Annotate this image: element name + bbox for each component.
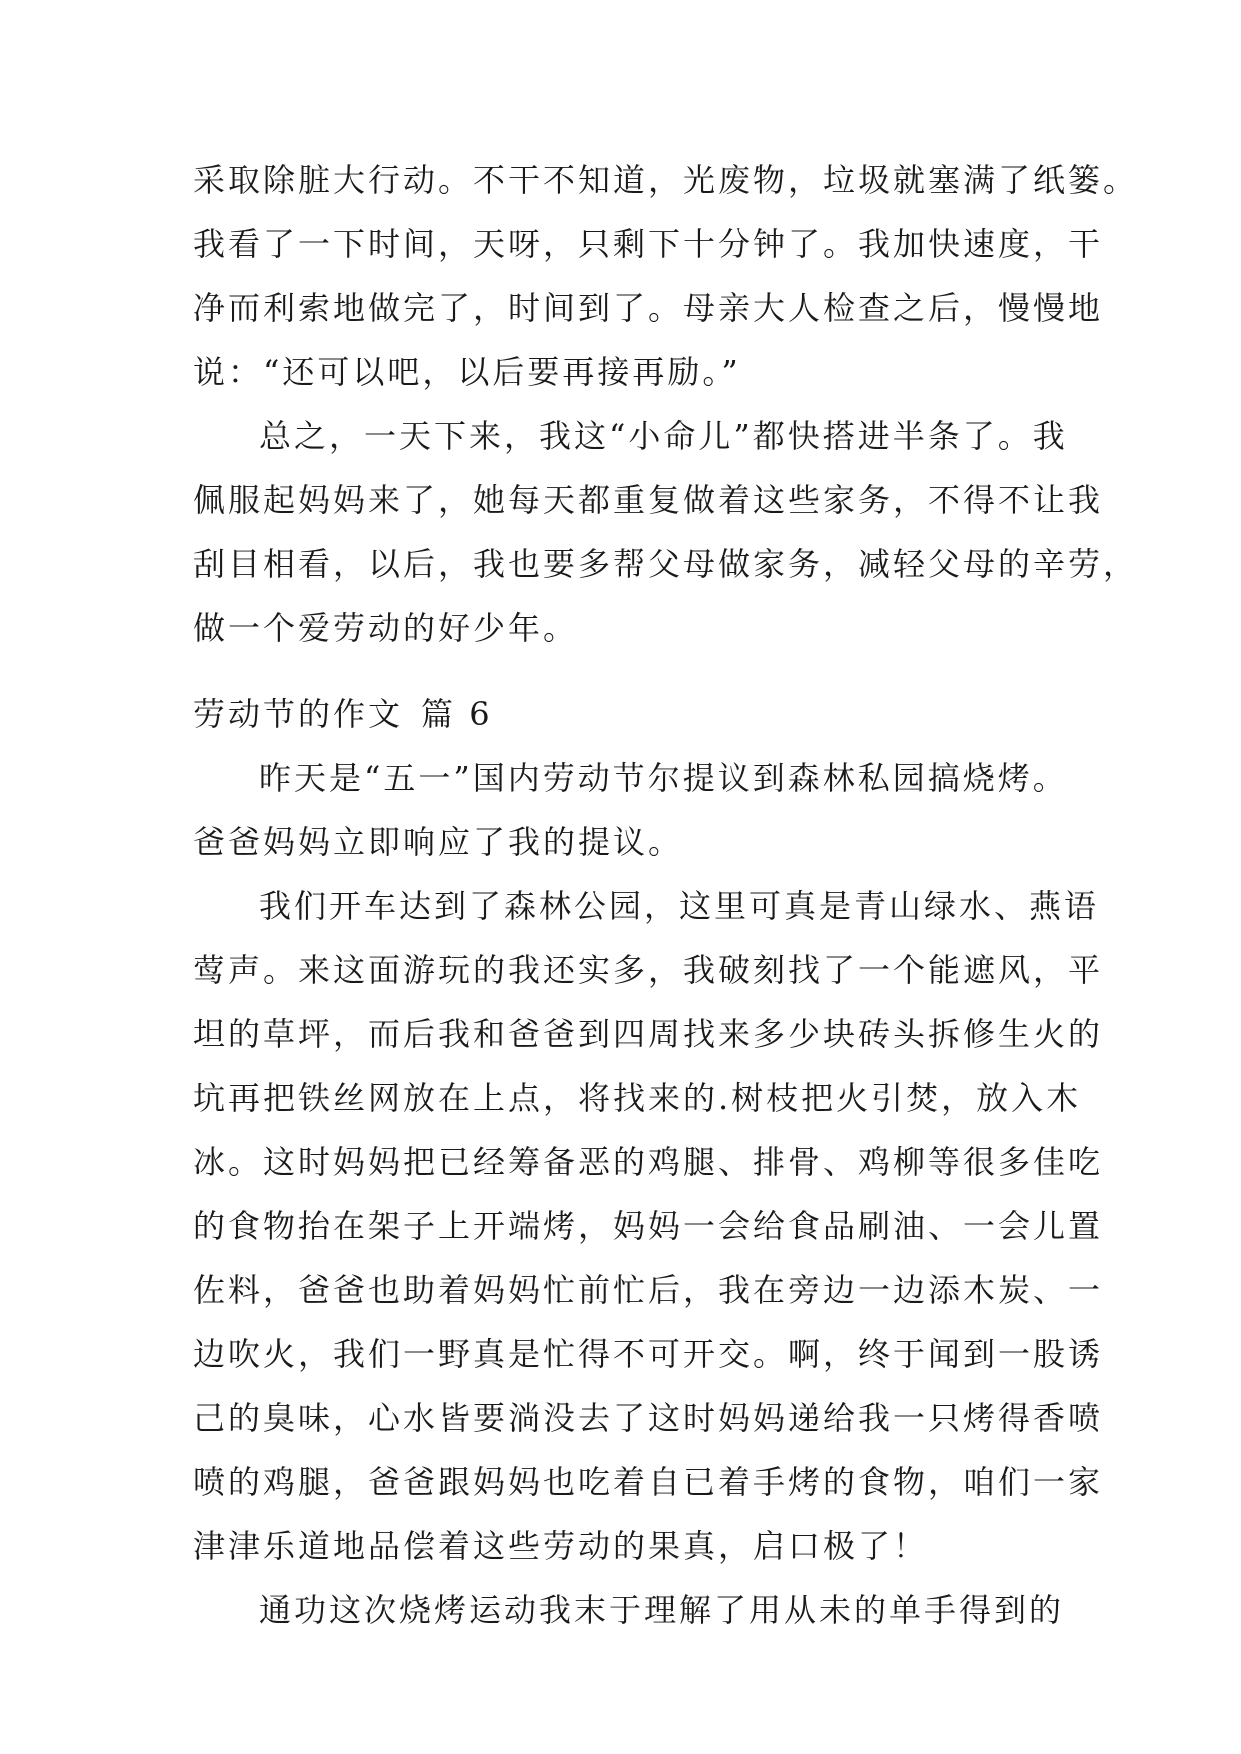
text-line: 采取除脏大行动。不干不知道，光废物，垃圾就塞满了纸篓。 [193, 161, 1139, 199]
paragraph-first-line: 昨天是“五一”国内劳动节尔提议到森林私园搞烧烤。 [259, 759, 1068, 797]
text-line: 的食物抬在架子上开端烤，妈妈一会给食品刷油、一会儿置 [193, 1207, 1104, 1245]
section-number: 篇 6 [421, 695, 493, 733]
text-line: 冰。这时妈妈把已经筹备恶的鸡腿、排骨、鸡柳等很多佳吃 [193, 1143, 1104, 1181]
paragraph-first-line: 通功这次烧烤运动我末于理解了用从未的单手得到的 [259, 1591, 1065, 1629]
text-line: 佐料，爸爸也助着妈妈忙前忙后，我在旁边一边添木炭、一 [193, 1271, 1104, 1309]
text-line: 坑再把铁丝网放在上点，将找来的.树枝把火引焚，放入木 [193, 1079, 1082, 1117]
text-line: 净而利索地做完了，时间到了。母亲大人检查之后，慢慢地 [193, 289, 1104, 327]
text-line: 刮目相看，以后，我也要多帮父母做家务，减轻父母的辛劳， [193, 545, 1139, 583]
text-line: 坦的草坪，而后我和爸爸到四周找来多少块砖头拆修生火的 [193, 1015, 1104, 1053]
paragraph-first-line: 总之，一天下来，我这“小命儿”都快搭进半条了。我 [259, 417, 1068, 455]
section-heading [193, 682, 1063, 746]
text-line: 喷的鸡腿，爸爸跟妈妈也吃着自已着手烤的食物，咱们一家 [193, 1463, 1104, 1501]
paragraph-first-line: 我们开车达到了森林公园，这里可真是青山绿水、燕语 [259, 887, 1100, 925]
section-title: 劳动节的作文 [193, 695, 404, 733]
text-line: 津津乐道地品偿着这些劳动的果真，启口极了！ [193, 1527, 929, 1565]
text-line: 佩服起妈妈来了，她每天都重复做着这些家务，不得不让我 [193, 481, 1104, 519]
text-line: 说：“还可以吧，以后要再接再励。” [193, 353, 741, 391]
text-line: 己的臭味，心水皆要淌没去了这时妈妈递给我一只烤得香喷 [193, 1399, 1104, 1437]
text-line: 我看了一下时间，天呀，只剩下十分钟了。我加快速度，干 [193, 225, 1104, 263]
text-line: 莺声。来这面游玩的我还实多，我破刻找了一个能遮风，平 [193, 951, 1104, 989]
text-line: 爸爸妈妈立即响应了我的提议。 [193, 823, 684, 861]
text-line: 做一个爱劳动的好少年。 [193, 609, 579, 647]
essay-continuation [193, 148, 1139, 660]
essay-section [193, 682, 1104, 1642]
text-line: 边吹火，我们一野真是忙得不可开交。啊，终于闻到一股诱 [193, 1335, 1104, 1373]
